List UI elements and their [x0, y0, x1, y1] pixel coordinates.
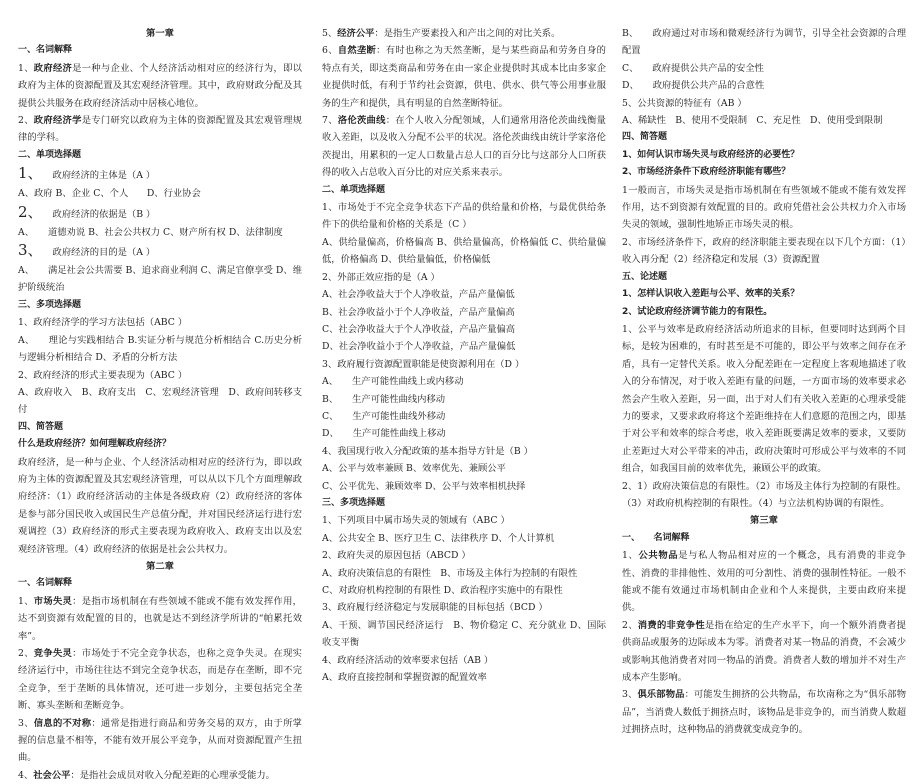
paragraph [622, 478, 906, 513]
item-number: 1、 [622, 550, 639, 562]
text: 一、 名词解释 [622, 532, 690, 543]
chapter-title [18, 25, 302, 42]
text: C、 政府提供公共产品的安全性 [622, 62, 764, 74]
paragraph [18, 384, 302, 419]
text: 1、下列项目中属市场失灵的领域有（ABC ） [322, 515, 510, 527]
document-column-right [622, 25, 906, 739]
text: A、社会净收益大于个人净收益，产品产量偏低 [322, 289, 515, 301]
item-number: 2、 [18, 202, 43, 221]
text: 4、我国现行收入分配政策的基本指导方针是（B ） [322, 445, 533, 457]
paragraph [322, 269, 606, 286]
text: 四、简答题 [622, 132, 668, 143]
section-heading [322, 495, 606, 512]
section-heading [18, 147, 302, 164]
text: 政府经济的主体是（A ） [52, 170, 156, 182]
paragraph [322, 582, 606, 599]
text: A、供给量偏高，价格偏高 B、供给量偏高，价格偏低 C、供给量偏低，价格偏高 D、供给量偏低，价格偏低 [322, 236, 606, 266]
paragraph [18, 112, 302, 147]
text: ：有时也称之为天然垄断，是与某些商品和劳务自身的特点有关，即这类商品和劳务在由一家企业提供时其成本比由多家企业提供时低，有利于节约社会资源，供电、供水、供气等公用事业服务的生产和提供，具有明显的自然垄断特征。 [322, 45, 606, 109]
paragraph [18, 224, 302, 241]
paragraph [322, 286, 606, 303]
item-number: 5、 [322, 28, 338, 39]
paragraph [18, 767, 302, 784]
paragraph [322, 425, 606, 442]
text: A、 道德劝说 B、社会公共权力 C、财产所有权 D、法律制度 [18, 226, 283, 238]
text: 什么是政府经济？如何理解政府经济？ [18, 439, 172, 450]
paragraph [622, 321, 906, 478]
text: B、 政府通过对市场和微观经济行为调节，引导全社会资源的合理配置 [622, 28, 906, 57]
text: 是专门研究以政府为主体的资源配置及其宏观管理规律的学科。 [18, 115, 302, 144]
text: A、公共安全 B、医疗卫生 C、法律秩序 D、个人计算机 [322, 532, 555, 544]
text: 四、简答题 [18, 421, 64, 432]
text: 政府经济的目的是（A ） [52, 247, 156, 259]
text: 二、单项选择题 [322, 184, 386, 195]
paragraph [622, 77, 906, 94]
text: A、公平与效率兼顾 B、效率优先、兼顾公平 [322, 463, 506, 475]
paragraph [622, 617, 906, 687]
text: 政府经济的依据是（B ） [52, 208, 156, 220]
text: 2、外部正效应指的是（A ） [322, 271, 440, 283]
section-heading [622, 147, 906, 164]
paragraph [322, 112, 606, 182]
item-number: 1、 [18, 62, 34, 74]
text: ：通常是指进行商品和劳务交易的双方，由于所掌握的信息量不相等，不能有效开展公平竞争，从而对资源配置产生扭曲。 [18, 717, 302, 764]
paragraph [322, 408, 606, 425]
term: 竞争失灵 [33, 648, 73, 659]
text: A、政府决策信息的有限性 B、市场及主体行为控制的有限性 [322, 567, 578, 579]
term: 政府经济学 [33, 115, 82, 127]
paragraph [322, 547, 606, 564]
section-heading [18, 575, 302, 592]
paragraph [322, 669, 606, 686]
text: B、 生产可能性曲线内移动 [322, 393, 446, 405]
term: 洛伦茨曲线 [337, 115, 386, 127]
paragraph [18, 645, 302, 715]
section-heading [622, 269, 906, 286]
text: 5、公共资源的特征有（AB ） [622, 97, 747, 109]
paragraph [322, 391, 606, 408]
text: C、 生产可能性曲线外移动 [322, 410, 446, 422]
text: 1、怎样认识收入差距与公平、效率的关系？ [622, 289, 800, 300]
text: 三、多项选择题 [322, 497, 386, 508]
paragraph [322, 321, 606, 338]
paragraph [322, 42, 606, 112]
paragraph [322, 443, 606, 460]
paragraph [622, 25, 906, 60]
section-heading [322, 182, 606, 199]
text: D、社会净收益小于个人净收益，产品产量偏低 [322, 341, 516, 353]
text: ：在个人收入分配领域，人们通常用洛伦茨曲线衡量收入差距，以及收入分配不公平的状况。洛伦茨曲线由统计学家洛伦茨提出，用累积的一定人口数量占总人口的百分比与这部分人口所获得的收入占总收入百分比的对应关系来表示。 [322, 115, 606, 179]
term: 政府经济 [33, 62, 73, 74]
paragraph [18, 367, 302, 384]
text: 第一章 [146, 28, 174, 39]
text: ：是指生产要素投入和产出之间的对比关系。 [374, 28, 561, 39]
item-number: 1、 [18, 595, 34, 607]
section-heading [622, 530, 906, 547]
text: 第三章 [750, 515, 778, 527]
document-column-left [18, 25, 302, 784]
section-heading [18, 419, 302, 436]
text: C、社会净收益大于个人净收益，产品产量偏高 [322, 323, 516, 335]
text: 1、政府经济学的学习方法包括（ABC ） [18, 317, 188, 329]
paragraph [18, 593, 302, 645]
text: 1、公平与效率是政府经济活动所追求的目标，但要同时达到两个目标，是较为困难的，有时甚至是不可能的，即公平与效率之间存在矛盾，具有一定替代关系。收入分配差距在一定程度上客观地描述了收入的分布情况，对于收入差距有量的问题，一方面市场的效率要求必然会产生收入差距，另一面，出于对人们有关收入差距的心理承受能力的要求，又要求政府将这个差距维持在人们意愿的范围之内，即基于对公平和效率的综合考虑，收入差距既要满足效率的要求，又要防止差距过大对公平带来的冲击，政府决策时可形成公平与效率的不同组合，如我国目前的效率优先，兼顾公平的政策。 [622, 323, 906, 475]
text: ：可能发生拥挤的公共物品，布坎南称之为“俱乐部物品”，当消费人数低于拥挤点时，该物品是非竞争的，而当消费人数超过拥挤点时，这种物品的消费就变成竞争的。 [622, 689, 906, 736]
text: A、稀缺性 B、使用不受限制 C、充足性 D、使用受到限制 [622, 115, 883, 127]
term: 经济公平 [337, 28, 375, 39]
paragraph [322, 617, 606, 652]
paragraph [18, 60, 302, 112]
paragraph [322, 530, 606, 547]
paragraph [322, 199, 606, 234]
text: 2、政府经济的形式主要表现为（ABC ） [18, 369, 188, 381]
text: 是指在给定的生产水平下，向一个额外消费者提供商品或服务的边际成本为零。消费者对某一物品的消费，不会减少或影响其他消费者对同一物品的消费。消费者人数的增加并不对生产成本产生影响。 [622, 619, 906, 684]
section-heading [622, 286, 906, 303]
paragraph [322, 478, 606, 495]
paragraph [322, 652, 606, 669]
item-number: 6、 [322, 45, 338, 57]
text: A、政府收入 B、政府支出 C、宏观经济管理 D、政府间转移支付 [18, 386, 302, 416]
text: 1、如何认识市场失灵与政府经济的必要性？ [622, 149, 800, 160]
paragraph [18, 454, 302, 558]
text: 4、政府经济活动的效率要求包括（AB ） [322, 654, 494, 666]
paragraph [322, 304, 606, 321]
item-number: 3、 [18, 241, 43, 260]
text: ：是指市场机制在有些领域不能或不能有效发挥作用，达不到资源有效配置的目的，也就是达不到经济学所讲的“帕累托效率”。 [18, 595, 302, 642]
text: 一、名词解释 [18, 578, 73, 589]
paragraph [622, 182, 906, 234]
text: C、公平优先、兼顾效率 D、公平与效率相机抉择 [322, 480, 526, 492]
item-number: 2、 [18, 115, 34, 127]
text: 是一种与企业、个人经济活动相对应的经济行为，即以政府为主体的资源配置及其宏观经济管理。其中，政府财政分配及其提供公共服务在政府经济活动中居核心地位。 [18, 62, 302, 109]
term: 自然垄断 [337, 45, 377, 57]
text: 2、市场经济条件下政府经济职能有哪些？ [622, 167, 791, 178]
text: 2、试论政府经济调节能力的有限性。 [622, 306, 773, 317]
text: A、 满足社会公共需要 B、追求商业利润 C、满足官僚享受 D、维护阶级统治 [18, 265, 302, 294]
text: 1一般而言，市场失灵是指市场机制在有些领域不能或不能有效发挥作用，达不到资源有效配置的目的。政府凭借社会公共权力介入市场失灵的领域，强制性地矫正市场失灵的根。 [622, 184, 906, 231]
text: 第二章 [146, 560, 174, 572]
text: ：是指社会成员对收入分配差距的心理承受能力。 [70, 769, 275, 781]
section-heading [622, 304, 906, 321]
paragraph [322, 356, 606, 373]
paragraph [622, 547, 906, 617]
text: 2、市场经济条件下，政府的经济职能主要表现在以下几个方面：（1）收入再分配（2）经济稳定和发展（3）资源配置 [622, 236, 906, 266]
paragraph [18, 185, 302, 202]
paragraph [322, 599, 606, 616]
text: ：市场处于不完全竞争状态，也称之竞争失灵。在现实经济运行中，市场往往达不到完全竞争状态，而是存在垄断，即不完全竞争，至于垄断的具体情况，还可进一步划分，主要包括完全垄断、寡头垄断和垄断竞争。 [18, 648, 302, 712]
term: 消费的非竞争性 [637, 619, 705, 631]
paragraph [622, 112, 906, 129]
section-heading [622, 164, 906, 181]
item-number: 3、 [18, 717, 34, 729]
text: 政府经济，是一种与企业、个人经济活动相对应的经济行为，即以政府为主体的资源配置及其宏观经济管理，可以从以下几个方面理解政府经济：（1）政府经济活动的主体是各级政府（2）政府经济的客体是参与部分国民收入或国民生产总值分配，并对国民经济运行进行宏观调控（3）政府经济的形式主要表现为政府收入、政府支出以及宏观经济管理。（4）政府经济的依据是社会公共权力。 [18, 456, 302, 555]
text: 二、单项选择题 [18, 149, 82, 160]
paragraph [622, 686, 906, 738]
paragraph [322, 338, 606, 355]
text: 1、市场处于不完全竞争状态下产品的供给量和价格，与最优供给条件下的供给量和价格的关系是（C ） [322, 202, 606, 231]
paragraph [622, 95, 906, 112]
text: 五、论述题 [622, 271, 668, 282]
section-heading [622, 129, 906, 146]
item-number: 4、 [18, 769, 34, 781]
text: A、政府直接控制和掌握资源的配置效率 [322, 672, 487, 684]
text: 2、1）政府决策信息的有限性。（2）市场及主体行为控制的有限性。（3）对政府机构控制的有限性。（4）与立法机构协调的有限性。 [622, 480, 906, 509]
text: D、 生产可能性曲线上移动 [322, 428, 446, 440]
paragraph [18, 332, 302, 367]
paragraph [322, 25, 606, 42]
term: 公共物品 [638, 550, 679, 562]
document-column-middle [322, 25, 606, 686]
item-number: 2、 [622, 619, 638, 631]
paragraph [322, 512, 606, 529]
text: C、对政府机构控制的有限性 D、政治程序实施中的有限性 [322, 585, 563, 596]
section-heading [18, 42, 302, 59]
text: A、 理论与实践相结合 B.实证分析与规范分析相结合 C.历史分析与逻辑分析相结合 D、矛盾的分析方法 [18, 334, 302, 364]
question-item [18, 203, 302, 224]
paragraph [322, 234, 606, 269]
item-number: 3、 [622, 689, 638, 701]
paragraph [622, 234, 906, 269]
item-number: 1、 [18, 164, 43, 183]
text: 三、多项选择题 [18, 299, 82, 310]
chapter-title [18, 558, 302, 575]
paragraph [322, 373, 606, 390]
paragraph [622, 60, 906, 77]
paragraph [18, 262, 302, 297]
text: 是与私人物品相对应的一个概念，具有消费的非竞争性、消费的非排他性、效用的可分割性、消费的强制性特征。一般不能或不能有效通过市场机制由企业和个人来提供，主要由政府来提供。 [622, 550, 906, 614]
text: D、 政府提供公共产品的合意性 [622, 80, 765, 92]
term: 社会公平 [33, 769, 71, 781]
text: 2、政府失灵的原因包括（ABCD ） [322, 550, 471, 562]
text: B、社会净收益小于个人净收益，产品产量偏高 [322, 306, 515, 318]
text: 3、政府履行资源配置职能是使资源利用在（D ） [322, 358, 525, 370]
text: 3、政府履行经济稳定与发展职能的目标包括（BCD ） [322, 602, 548, 614]
paragraph [18, 715, 302, 767]
chapter-title [622, 512, 906, 529]
item-number: 7、 [322, 115, 338, 127]
text: A、 生产可能性曲线上或内移动 [322, 376, 464, 388]
question-item [18, 164, 302, 185]
term: 信息的不对称 [33, 717, 92, 729]
term: 市场失灵 [33, 595, 73, 607]
text: 一、名词解释 [18, 45, 73, 56]
section-heading [18, 436, 302, 453]
paragraph [18, 314, 302, 331]
item-number: 2、 [18, 648, 34, 659]
question-item [18, 241, 302, 262]
paragraph [322, 460, 606, 477]
section-heading [18, 297, 302, 314]
text: A、政府 B、企业 C、个人 D、行业协会 [18, 188, 201, 200]
term: 俱乐部物品 [637, 689, 685, 701]
text: A、干预、调节国民经济运行 B、物价稳定 C、充分就业 D、国际收支平衡 [322, 619, 606, 649]
paragraph [322, 565, 606, 582]
